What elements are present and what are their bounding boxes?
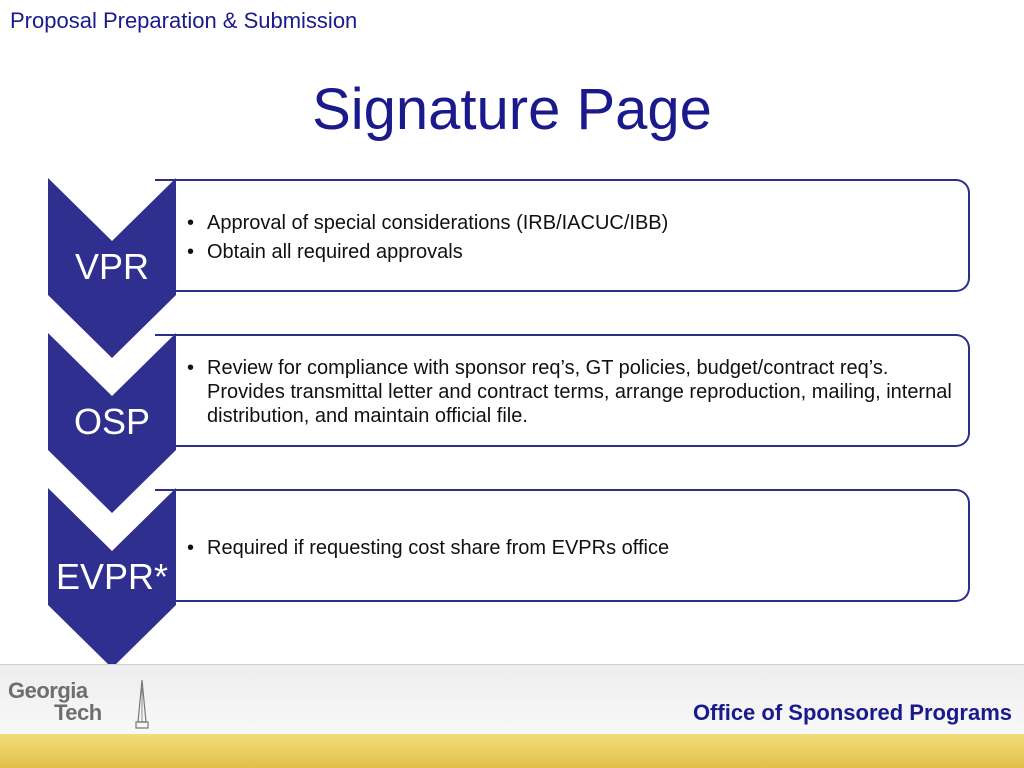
step-label-osp: OSP [73, 401, 151, 442]
bullet-item: • Approval of special considerations (IRB/IACUC/IBB) [185, 211, 964, 235]
step-bullets [185, 211, 964, 264]
step-box-evpr [155, 489, 970, 602]
step-box-vpr [155, 179, 970, 292]
step-label-evpr: EVPR* [55, 556, 169, 597]
footer-org-name: Office of Sponsored Programs [692, 700, 1012, 725]
footer-bar [0, 734, 1024, 768]
logo-text-tech: Tech [54, 700, 102, 725]
step-bullets [185, 536, 964, 560]
step-bullets [185, 356, 964, 428]
tower-icon [132, 678, 152, 730]
logo-text-georgia: Georgia [8, 678, 88, 703]
bullet-item: • Review for compliance with sponsor req’s, GT policies, budget/contract req’s. Provides transmittal letter and contract terms, arrange reproduction, mailing, internal distribution, and maintain official file. [185, 356, 964, 428]
step-box-osp [155, 334, 970, 447]
step-label-vpr: VPR [74, 246, 150, 287]
header-title: Proposal Preparation & Submission [10, 8, 358, 33]
bullet-item: • Obtain all required approvals [185, 240, 964, 264]
bullet-item: • Required if requesting cost share from EVPRs office [185, 536, 964, 560]
page-title: Signature Page [312, 77, 712, 142]
georgia-tech-logo [8, 678, 148, 728]
